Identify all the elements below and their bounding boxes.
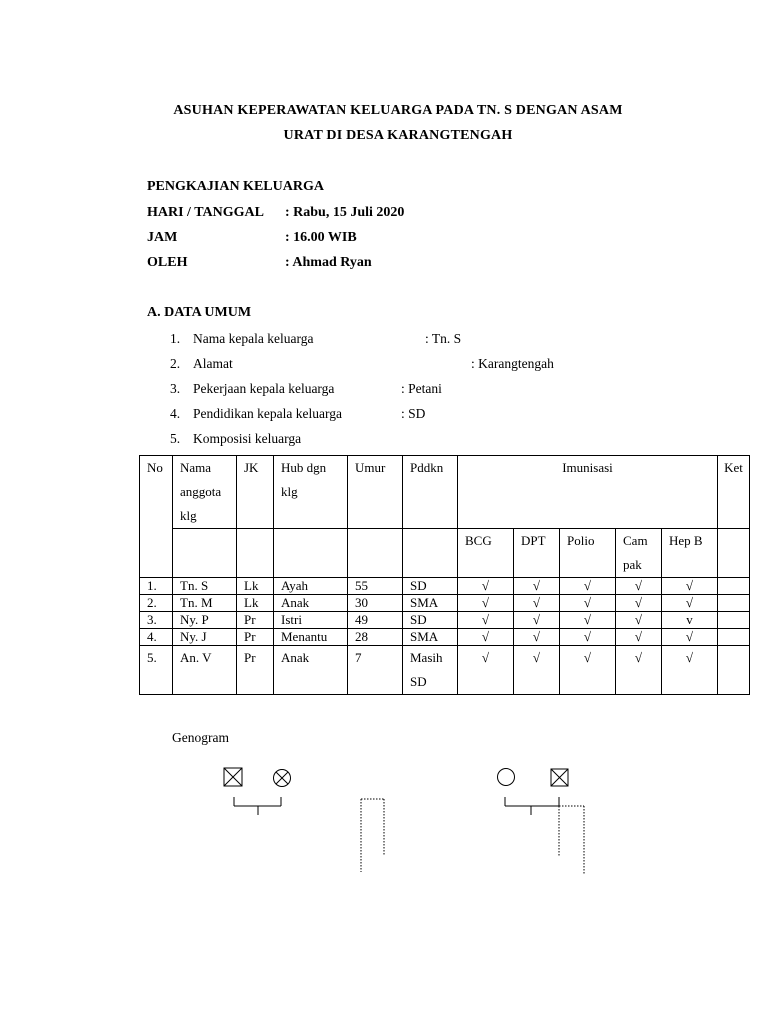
cell-pddkn: SMA [403, 629, 458, 646]
dotted-bracket-left [361, 799, 384, 872]
section-heading: PENGKAJIAN KELUARGA [147, 179, 324, 194]
cell-umur: 55 [348, 578, 403, 595]
header-ket: Ket [718, 456, 750, 529]
cell-no: 5. [140, 646, 173, 695]
cell-polio: √ [560, 646, 616, 695]
cell-hepb: √ [662, 646, 718, 695]
list-item-value: : Tn. S [425, 331, 462, 346]
genogram-label: Genogram [172, 730, 229, 745]
jam-value: : 16.00 WIB [285, 230, 357, 245]
list-item-value: : Karangtengah [471, 356, 554, 371]
cell-nama: Ny. P [173, 612, 237, 629]
cell-nama: Tn. S [173, 578, 237, 595]
cell-hub: Anak [274, 646, 348, 695]
cell-jk: Pr [237, 629, 274, 646]
cell-no: 1. [140, 578, 173, 595]
cell-bcg: √ [458, 612, 514, 629]
list-item-label: Pendidikan kepala keluarga [193, 406, 342, 421]
cell-bcg: √ [458, 629, 514, 646]
cell-campak: √ [616, 595, 662, 612]
cell-bcg: √ [458, 595, 514, 612]
cell-campak: √ [616, 612, 662, 629]
header-polio: Polio [560, 529, 616, 578]
header-no: No [140, 456, 173, 578]
cell-hepb: v [662, 612, 718, 629]
list-item-number: 2. [170, 356, 181, 371]
header-hepb: Hep B [662, 529, 718, 578]
deceased-female-icon [274, 770, 291, 787]
document-title-line-1: ASUHAN KEPERAWATAN KELUARGA PADA TN. S DENGAN ASAM [173, 103, 623, 118]
cell-no: 4. [140, 629, 173, 646]
header-bcg: BCG [458, 529, 514, 578]
list-item-value: : SD [401, 406, 426, 421]
hari-value: : Rabu, 15 Juli 2020 [285, 205, 405, 220]
cell-umur: 7 [348, 646, 403, 695]
cell-no: 2. [140, 595, 173, 612]
cell-hepb: √ [662, 578, 718, 595]
cell-hub: Istri [274, 612, 348, 629]
cell-jk: Lk [237, 578, 274, 595]
deceased-male-icon [224, 768, 242, 786]
cell-dpt: √ [514, 646, 560, 695]
cell-dpt: √ [514, 612, 560, 629]
cell-umur: 28 [348, 629, 403, 646]
list-item-number: 4. [170, 406, 181, 421]
cell-polio: √ [560, 612, 616, 629]
cell-hepb: √ [662, 595, 718, 612]
cell-hub: Menantu [274, 629, 348, 646]
cell-bcg: √ [458, 646, 514, 695]
cell-bcg: √ [458, 578, 514, 595]
list-item-value: : Petani [401, 381, 442, 396]
marriage-line-right [505, 797, 559, 815]
cell-dpt: √ [514, 595, 560, 612]
dotted-bracket-right [559, 806, 584, 874]
header-dpt: DPT [514, 529, 560, 578]
list-item-label: Pekerjaan kepala keluarga [193, 381, 335, 396]
header-nama: Nama anggota klg [173, 456, 237, 529]
cell-hepb: √ [662, 629, 718, 646]
list-item-label: Nama kepala keluarga [193, 331, 314, 346]
document-title-line-2: URAT DI DESA KARANGTENGAH [283, 128, 513, 143]
cell-nama: Ny. J [173, 629, 237, 646]
list-item-number: 1. [170, 331, 181, 346]
cell-hub: Anak [274, 595, 348, 612]
cell-pddkn: SMA [403, 595, 458, 612]
cell-pddkn: SD [403, 578, 458, 595]
cell-polio: √ [560, 595, 616, 612]
header-imunisasi: Imunisasi [458, 456, 718, 529]
data-umum-heading: A. DATA UMUM [147, 305, 252, 320]
cell-campak: √ [616, 629, 662, 646]
header-jk: JK [237, 456, 274, 529]
hari-label: HARI / TANGGAL [147, 205, 264, 220]
cell-jk: Pr [237, 612, 274, 629]
oleh-value: : Ahmad Ryan [285, 255, 372, 270]
cell-umur: 30 [348, 595, 403, 612]
cell-campak: √ [616, 646, 662, 695]
cell-dpt: √ [514, 629, 560, 646]
cell-pddkn: SD [403, 612, 458, 629]
list-item-label: Alamat [193, 356, 233, 371]
jam-label: JAM [147, 230, 178, 245]
header-pddkn: Pddkn [403, 456, 458, 529]
female-icon [498, 769, 515, 786]
header-hub: Hub dgn klg [274, 456, 348, 529]
cell-polio: √ [560, 578, 616, 595]
cell-pddkn: Masih SD [403, 646, 458, 695]
deceased-male-icon [551, 769, 568, 786]
cell-nama: An. V [173, 646, 237, 695]
list-item-number: 5. [170, 431, 181, 446]
list-item-number: 3. [170, 381, 181, 396]
cell-jk: Pr [237, 646, 274, 695]
cell-campak: √ [616, 578, 662, 595]
cell-polio: √ [560, 629, 616, 646]
cell-nama: Tn. M [173, 595, 237, 612]
cell-dpt: √ [514, 578, 560, 595]
marriage-line-left [234, 797, 281, 815]
cell-jk: Lk [237, 595, 274, 612]
oleh-label: OLEH [147, 255, 188, 270]
cell-hub: Ayah [274, 578, 348, 595]
header-campak: Cam pak [616, 529, 662, 578]
list-item-label: Komposisi keluarga [193, 431, 302, 446]
cell-no: 3. [140, 612, 173, 629]
header-umur: Umur [348, 456, 403, 529]
cell-umur: 49 [348, 612, 403, 629]
